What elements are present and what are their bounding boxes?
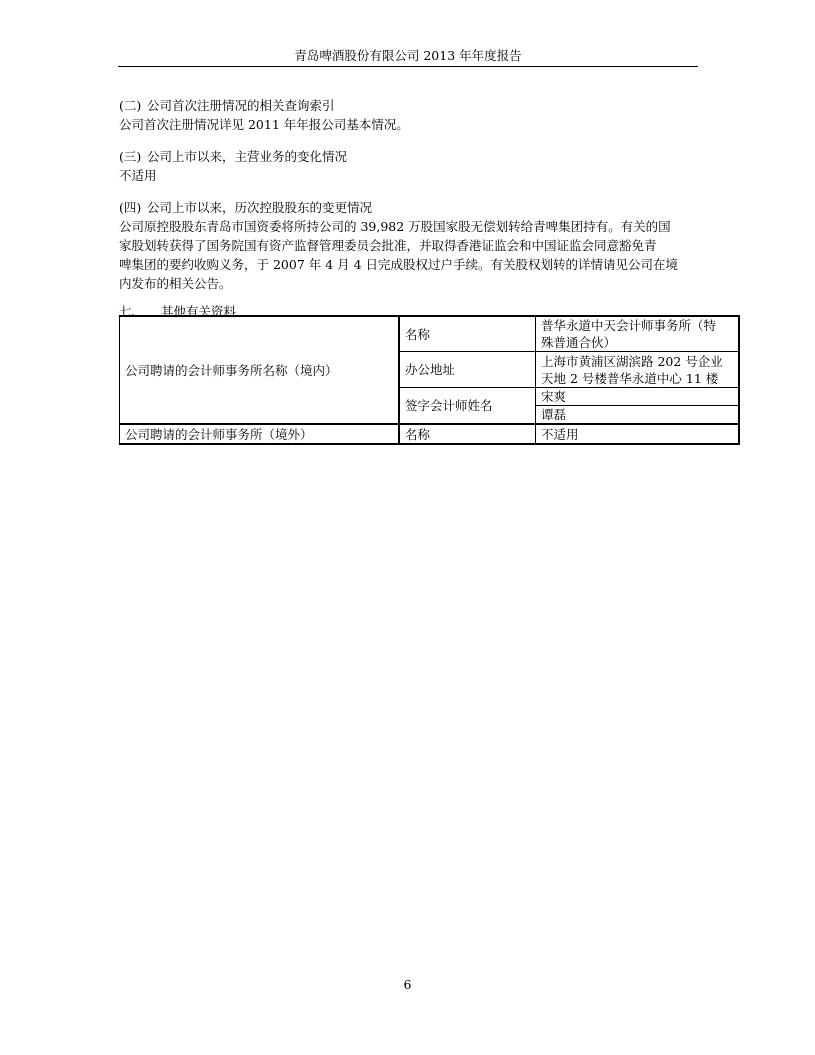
section-2-body: 公司首次注册情况详见 2011 年年报公司基本情况。 [119, 117, 409, 132]
overseas-name-value: 不适用 [536, 424, 740, 444]
section-4-line-4: 内发布的相关公告。 [119, 276, 232, 291]
section-4-heading [119, 198, 699, 217]
overseas-name-label: 名称 [399, 424, 536, 444]
address-value-line-2: 天地 2 号楼普华永道中心 11 楼 [541, 370, 719, 386]
name-label: 名称 [399, 316, 536, 352]
section-4-line-2: 家股划转获得了国务院国有资产监督管理委员会批准，并取得香港证监会和中国证监会同意豁免青 [119, 238, 657, 253]
auditor-table-wrapper [119, 315, 740, 445]
name-value-line-2: 殊普通合伙） [541, 335, 617, 350]
name-value [536, 316, 740, 352]
table-row [120, 424, 740, 444]
table-row [120, 316, 740, 352]
page-body [119, 96, 699, 321]
section-3-heading [119, 147, 699, 166]
address-value-line-1: 上海市黄浦区湖滨路 202 号企业 [541, 353, 723, 369]
section-2-heading [119, 96, 699, 115]
section-3-title: 公司上市以来，主营业务的变化情况 [147, 149, 348, 164]
section-4-title: 公司上市以来，历次控股股东的变更情况 [147, 200, 373, 215]
domestic-auditor-label: 公司聘请的会计师事务所名称（境内） [120, 316, 400, 424]
signer-label: 签字会计师姓名 [399, 388, 536, 425]
address-value [536, 352, 740, 388]
page-header: 青岛啤酒股份有限公司 2013 年年度报告 [294, 48, 522, 63]
section-7-title: 其他有关资料 [161, 304, 237, 319]
section-4-line-3: 啤集团的要约收购义务，于 2007 年 4 月 4 日完成股权过户手续。有关股权划转的详情请见公司在境 [119, 257, 679, 272]
section-2-title: 公司首次注册情况的相关查询索引 [147, 98, 335, 113]
auditor-table [119, 315, 740, 445]
header-rule [118, 66, 698, 67]
section-4-number: (四) [119, 200, 142, 215]
section-2-number: (二) [119, 98, 142, 113]
section-7-number: 七、 [119, 304, 145, 319]
overseas-auditor-label: 公司聘请的会计师事务所（境外） [120, 424, 400, 444]
signer-2: 谭磊 [536, 406, 740, 425]
section-3-number: (三) [119, 149, 142, 164]
signer-1: 宋爽 [536, 388, 740, 406]
section-4-line-1: 公司原控股股东青岛市国资委将所持公司的 39,982 万股国家股无偿划转给青啤集团持有。有关的国 [119, 219, 671, 234]
name-value-line-1: 普华永道中天会计师事务所（特 [541, 318, 717, 333]
page-number: 6 [403, 977, 412, 992]
address-label: 办公地址 [399, 352, 536, 388]
section-3-body: 不适用 [119, 168, 157, 183]
